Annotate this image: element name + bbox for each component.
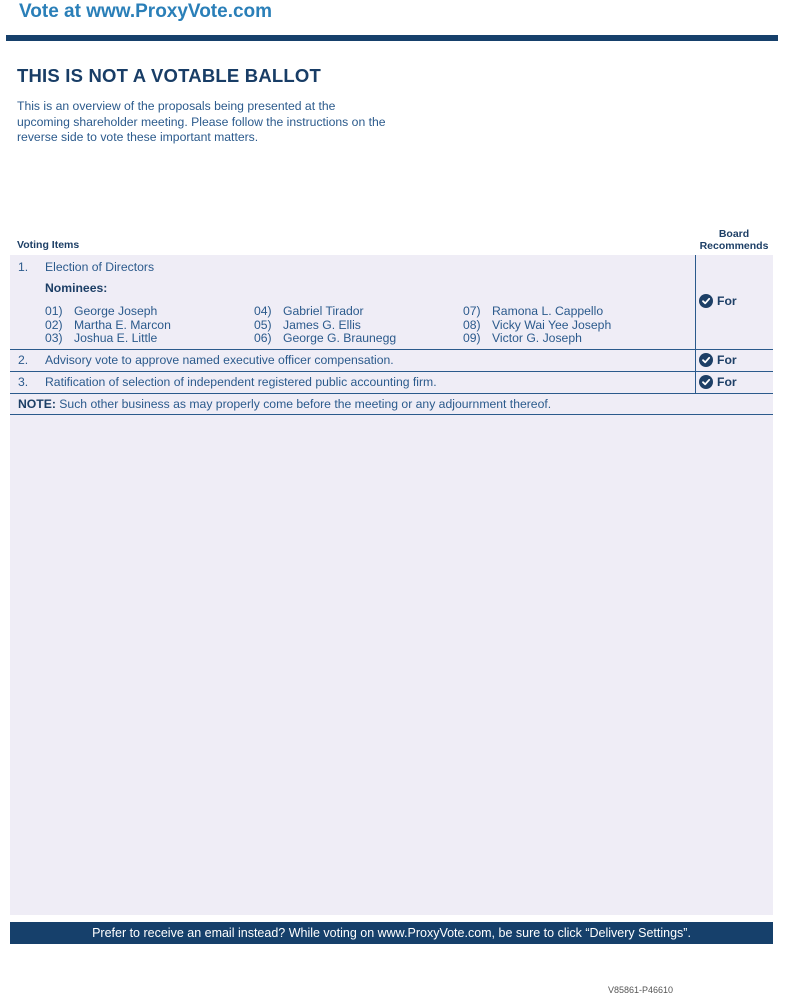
recommendation-label: For — [717, 375, 737, 389]
check-circle-icon — [699, 375, 713, 389]
nominee-name: James G. Ellis — [283, 317, 361, 332]
voting-item-2 — [10, 350, 773, 372]
nominee — [463, 331, 672, 345]
note-text — [18, 397, 551, 411]
voting-items-header: Voting Items — [17, 239, 80, 251]
nominee-name: George Joseph — [74, 304, 158, 318]
nominee-name: Victor G. Joseph — [492, 331, 582, 345]
nominee-id: 08) — [463, 317, 481, 332]
header-rule — [6, 35, 778, 41]
nominee — [254, 304, 463, 318]
check-circle-icon — [699, 353, 713, 367]
board-recommendation — [699, 294, 737, 308]
nominee — [463, 318, 672, 332]
nominee-id: 04) — [254, 304, 272, 318]
nominee — [254, 318, 463, 332]
nominee-id: 05) — [254, 317, 272, 332]
voting-item-1 — [10, 255, 773, 350]
board-recommendation — [699, 375, 737, 389]
nominee-name: Joshua E. Little — [74, 331, 158, 345]
note-body: Such other business as may properly come before the meeting or any adjournment thereof. — [55, 397, 552, 411]
nominees-list — [45, 304, 685, 345]
recommendation-label: For — [717, 353, 737, 367]
board-recommends-header — [693, 228, 775, 252]
nominee-id: 09) — [463, 331, 481, 345]
nominee-id: 03) — [45, 331, 63, 345]
nominees-label: Nominees: — [45, 281, 108, 295]
nominee-name: George G. Braunegg — [283, 331, 397, 345]
voting-item-3 — [10, 372, 773, 394]
recommendation-label: For — [717, 294, 737, 308]
nominee — [463, 304, 672, 318]
board-recommendation — [699, 353, 737, 367]
nominee-name: Gabriel Tirador — [283, 304, 364, 318]
nominee-id: 06) — [254, 331, 272, 345]
page-title: THIS IS NOT A VOTABLE BALLOT — [17, 65, 321, 86]
nominee-name: Vicky Wai Yee Joseph — [492, 317, 612, 332]
check-circle-icon — [699, 294, 713, 308]
nominee-id: 07) — [463, 304, 481, 318]
note-row — [10, 394, 773, 415]
nominee — [45, 304, 254, 318]
column-divider — [695, 255, 696, 394]
item-text: Advisory vote to approve named executive officer compensation. — [45, 353, 394, 367]
item-number: 1. — [18, 260, 29, 274]
footer-banner: Prefer to receive an email instead? While voting on www.ProxyVote.com, be sure to click “Delivery Settings”. — [10, 922, 773, 944]
note-label: NOTE: — [18, 397, 56, 411]
nominee-id: 01) — [45, 304, 63, 318]
item-text: Election of Directors — [45, 260, 155, 274]
board-recommends-line1: Board — [718, 228, 750, 240]
nominee-name: Ramona L. Cappello — [492, 304, 604, 318]
item-text: Ratification of selection of independent registered public accounting firm. — [45, 375, 437, 389]
nominee-name: Martha E. Marcon — [74, 317, 171, 332]
job-code: V85861-P46610 — [607, 985, 673, 995]
nominee — [45, 318, 254, 332]
intro-text: This is an overview of the proposals being presented at the upcoming shareholder meeting. Please follow the instructions on the reverse side to vote these important matters. — [17, 99, 386, 144]
nominee — [45, 331, 254, 345]
board-recommends-line2: Recommends — [699, 240, 769, 252]
nominee-id: 02) — [45, 317, 63, 332]
nominee — [254, 331, 463, 345]
item-number: 2. — [18, 353, 29, 367]
site-header[interactable]: Vote at www.ProxyVote.com — [19, 1, 273, 22]
item-number: 3. — [18, 375, 29, 389]
